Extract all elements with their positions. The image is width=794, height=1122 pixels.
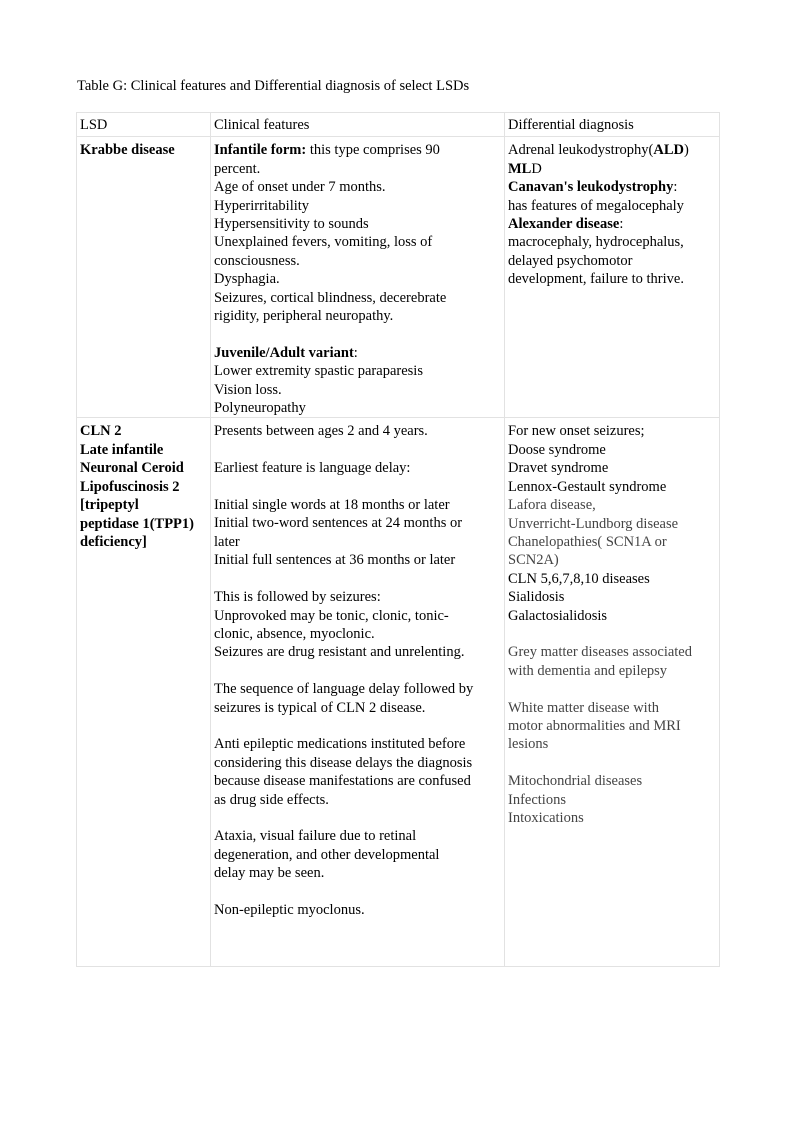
cln2-feature-line: Initial single words at 18 months or later: [214, 497, 450, 514]
cln2-feature-line: degeneration, and other developmental: [214, 846, 440, 863]
cln2-dd-line: White matter disease with: [508, 699, 659, 716]
dd-alexander-text: development, failure to thrive.: [508, 271, 684, 288]
krabbe-name: Krabbe disease: [80, 142, 175, 159]
cln2-dd-line: Dravet syndrome: [508, 460, 609, 477]
krabbe-feature-line: Unexplained fevers, vomiting, loss of: [214, 234, 433, 251]
krabbe-feature-line: Age of onset under 7 months.: [214, 179, 386, 196]
krabbe-feature-line: percent.: [214, 160, 261, 177]
cln2-name-cell: [77, 418, 211, 967]
dd-alexander-label: Alexander disease: [508, 216, 620, 233]
dd-ald-close: ): [684, 142, 689, 159]
paragraph-gap: [214, 478, 501, 496]
paragraph-gap: [214, 883, 501, 901]
table-row-krabbe: [77, 137, 720, 418]
dd-mld-line: [508, 160, 716, 178]
cln2-dd-line: Lafora disease,: [508, 497, 596, 514]
krabbe-infantile-line: [214, 141, 501, 159]
krabbe-feature-line: rigidity, peripheral neuropathy.: [214, 308, 394, 325]
paragraph-gap: [214, 570, 501, 588]
cln2-name-line: Late infantile: [80, 441, 164, 458]
krabbe-juvenile-line: [214, 344, 501, 362]
infantile-form-text: this type comprises 90: [306, 142, 440, 159]
cln2-features-cell: [211, 418, 505, 967]
cln2-feature-line: Initial full sentences at 36 months or later: [214, 552, 456, 569]
cln2-feature-line: Non-epileptic myoclonus.: [214, 901, 365, 918]
cln2-name-line: peptidase 1(TPP1): [80, 515, 194, 532]
krabbe-juvenile-feature: Vision loss.: [214, 381, 282, 398]
cln2-dd-line: Mitochondrial diseases: [508, 773, 643, 790]
paragraph-gap: [214, 325, 501, 343]
cln2-dd-line: Sialidosis: [508, 589, 565, 606]
dd-ald-abbrev: ALD: [653, 142, 684, 159]
cln2-feature-line: Ataxia, visual failure due to retinal: [214, 828, 417, 845]
dd-ald-line: [508, 141, 716, 159]
header-differential-diagnosis: Differential diagnosis: [505, 113, 720, 137]
cln2-feature-line: Anti epileptic medications instituted before: [214, 736, 466, 753]
dd-ald-text: Adrenal leukodystrophy(: [508, 142, 654, 159]
cln2-name-line: Lipofuscinosis 2: [80, 478, 180, 495]
table-caption: Table G: Clinical features and Differential diagnosis of select LSDs: [77, 78, 470, 94]
cln2-feature-line: Earliest feature is language delay:: [214, 460, 411, 477]
cln2-feature-line: This is followed by seizures:: [214, 589, 381, 606]
dd-canavan-line: [508, 178, 716, 196]
dd-alexander-colon: :: [619, 216, 624, 233]
cln2-feature-line: later: [214, 533, 240, 550]
cln2-feature-line: Initial two-word sentences at 24 months or: [214, 515, 463, 532]
cln2-dd-line: lesions: [508, 736, 549, 753]
cln2-feature-line: seizures is typical of CLN 2 disease.: [214, 699, 426, 716]
dd-alexander-text: macrocephaly, hydrocephalus,: [508, 234, 684, 251]
paragraph-gap: [214, 441, 501, 459]
cln2-name-line: deficiency]: [80, 533, 147, 550]
paragraph-gap: [508, 754, 716, 772]
krabbe-dd-cell: [505, 137, 720, 418]
paragraph-gap: [508, 625, 716, 643]
paragraph-gap: [508, 680, 716, 698]
lsd-table: [76, 112, 720, 967]
dd-canavan-colon: :: [673, 179, 678, 196]
cln2-feature-line: because disease manifestations are confused: [214, 773, 471, 790]
cln2-dd-line: Intoxications: [508, 809, 584, 826]
krabbe-feature-line: Dysphagia.: [214, 271, 280, 288]
krabbe-feature-line: Hyperirritability: [214, 197, 310, 214]
dd-alexander-text: delayed psychomotor: [508, 252, 633, 269]
krabbe-feature-line: Seizures, cortical blindness, decerebrate: [214, 289, 447, 306]
cln2-feature-line: The sequence of language delay followed by: [214, 681, 474, 698]
cln2-feature-line: as drug side effects.: [214, 791, 329, 808]
header-clinical-features: Clinical features: [211, 113, 505, 137]
cln2-dd-line: Doose syndrome: [508, 441, 606, 458]
cln2-name-line: [tripeptyl: [80, 497, 139, 514]
paragraph-gap: [214, 662, 501, 680]
paragraph-gap: [214, 809, 501, 827]
juvenile-colon: :: [353, 344, 358, 361]
cln2-dd-line: Chanelopathies( SCN1A or: [508, 533, 667, 550]
dd-mld-bold: ML: [508, 160, 532, 177]
krabbe-feature-line: consciousness.: [214, 252, 300, 269]
cln2-dd-line: SCN2A): [508, 552, 559, 569]
dd-mld-rest: D: [531, 160, 542, 177]
table-row-cln2: [77, 418, 720, 967]
cln2-feature-line: Seizures are drug resistant and unrelenting.: [214, 644, 465, 661]
cln2-dd-line: Galactosialidosis: [508, 607, 608, 624]
cln2-dd-cell: [505, 418, 720, 967]
krabbe-features-cell: [211, 137, 505, 418]
cln2-feature-line: delay may be seen.: [214, 865, 325, 882]
dd-canavan-text: has features of megalocephaly: [508, 197, 684, 214]
krabbe-juvenile-feature: Lower extremity spastic paraparesis: [214, 363, 423, 380]
cln2-name-line: CLN 2: [80, 423, 122, 440]
cln2-feature-line: considering this disease delays the diagnosis: [214, 754, 473, 771]
juvenile-variant-label: Juvenile/Adult variant: [214, 344, 354, 361]
cln2-dd-line: Lennox-Gestault syndrome: [508, 478, 667, 495]
cln2-name-line: Neuronal Ceroid: [80, 460, 184, 477]
cln2-feature-line: Presents between ages 2 and 4 years.: [214, 423, 428, 440]
cln2-feature-line: Unprovoked may be tonic, clonic, tonic-: [214, 607, 449, 624]
table-header-row: [77, 113, 720, 137]
krabbe-name-cell: [77, 137, 211, 418]
cln2-dd-line: For new onset seizures;: [508, 423, 645, 440]
cln2-dd-line: CLN 5,6,7,8,10 diseases: [508, 570, 650, 587]
paragraph-gap: [214, 717, 501, 735]
cln2-dd-line: Infections: [508, 791, 566, 808]
krabbe-feature-line: Hypersensitivity to sounds: [214, 216, 369, 233]
dd-canavan-label: Canavan's leukodystrophy: [508, 179, 674, 196]
krabbe-juvenile-feature: Polyneuropathy: [214, 400, 306, 417]
cln2-feature-line: clonic, absence, myoclonic.: [214, 625, 375, 642]
cln2-dd-line: Unverricht-Lundborg disease: [508, 515, 679, 532]
header-lsd: LSD: [77, 113, 211, 137]
dd-alexander-line: [508, 215, 716, 233]
cln2-dd-line: motor abnormalities and MRI: [508, 717, 681, 734]
infantile-form-label: Infantile form:: [214, 142, 307, 159]
cln2-dd-line: Grey matter diseases associated: [508, 644, 692, 661]
cln2-dd-line: with dementia and epilepsy: [508, 662, 668, 679]
